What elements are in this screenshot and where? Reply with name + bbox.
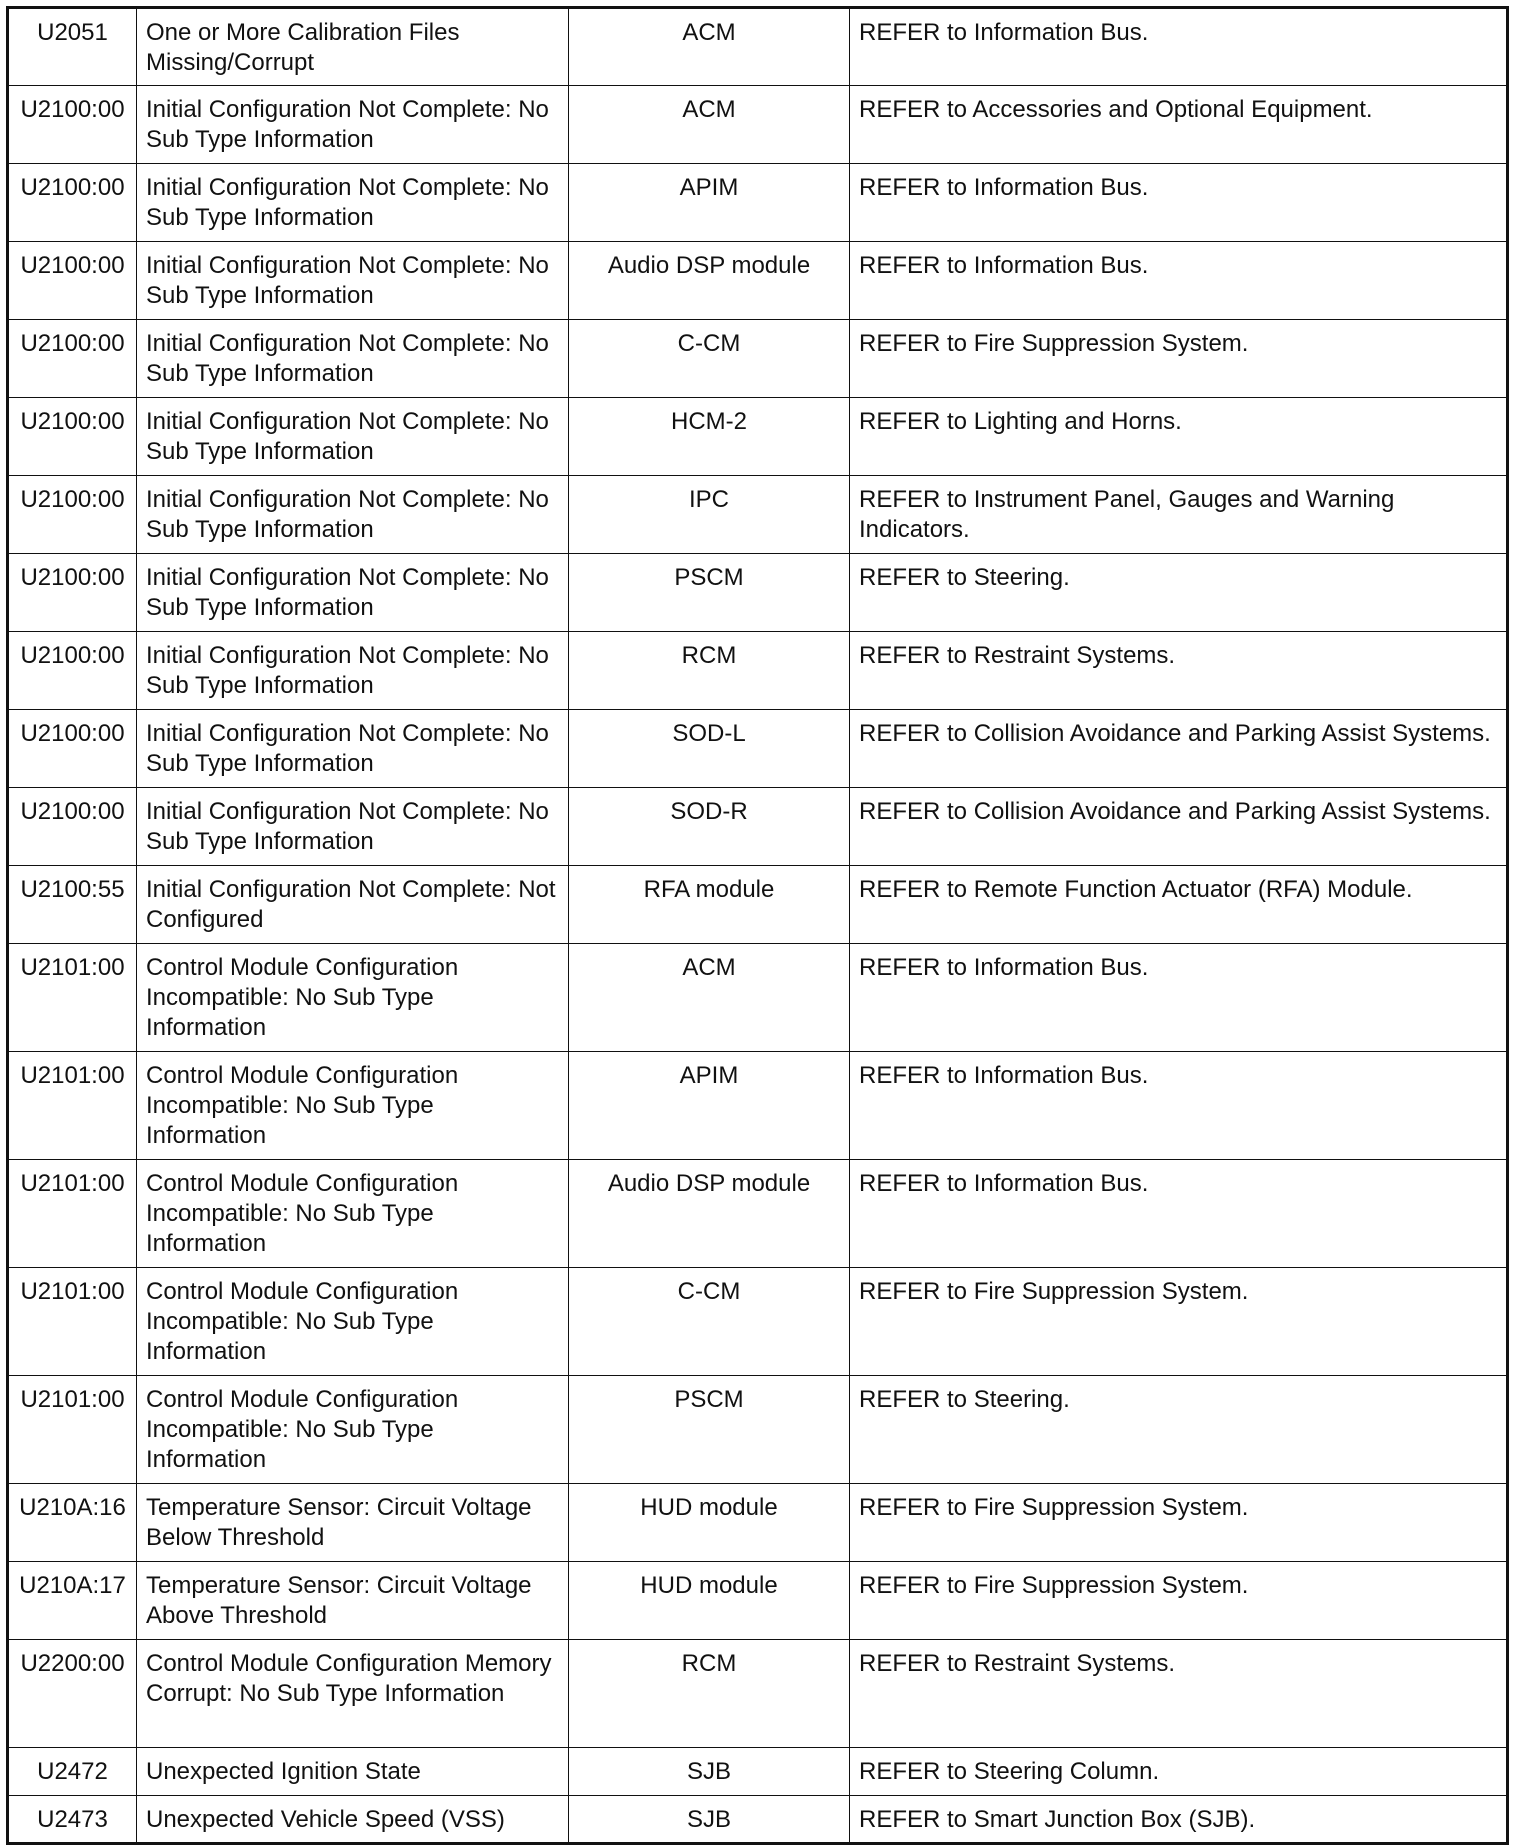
dtc-description-cell: Control Module Configuration Incompatible: No Sub Type Information: [137, 1268, 569, 1376]
dtc-description-cell: Control Module Configuration Incompatible: No Sub Type Information: [137, 1160, 569, 1268]
dtc-code-cell: U2101:00: [8, 1160, 137, 1268]
module-cell: SJB: [569, 1796, 850, 1844]
table-row: [8, 242, 1508, 320]
action-cell: REFER to Restraint Systems.: [850, 632, 1508, 710]
action-cell: REFER to Lighting and Horns.: [850, 398, 1508, 476]
dtc-code-cell: U2101:00: [8, 1376, 137, 1484]
table-row: [8, 1484, 1508, 1562]
module-cell: C-CM: [569, 1268, 850, 1376]
dtc-code-cell: U2100:00: [8, 242, 137, 320]
action-cell: REFER to Steering Column.: [850, 1748, 1508, 1796]
dtc-code-cell: U2051: [8, 8, 137, 86]
dtc-code-cell: U2101:00: [8, 1052, 137, 1160]
table-row: [8, 164, 1508, 242]
dtc-description-cell: Initial Configuration Not Complete: No Sub Type Information: [137, 632, 569, 710]
module-cell: ACM: [569, 8, 850, 86]
action-cell: REFER to Fire Suppression System.: [850, 1484, 1508, 1562]
dtc-code-cell: U2100:55: [8, 866, 137, 944]
module-cell: C-CM: [569, 320, 850, 398]
action-cell: REFER to Collision Avoidance and Parking Assist Systems.: [850, 788, 1508, 866]
dtc-description-cell: Initial Configuration Not Complete: No Sub Type Information: [137, 788, 569, 866]
action-cell: REFER to Fire Suppression System.: [850, 1562, 1508, 1640]
module-cell: APIM: [569, 164, 850, 242]
table-row: [8, 86, 1508, 164]
dtc-description-cell: Control Module Configuration Memory Corrupt: No Sub Type Information: [137, 1640, 569, 1748]
dtc-code-cell: U2200:00: [8, 1640, 137, 1748]
module-cell: SOD-L: [569, 710, 850, 788]
action-cell: REFER to Steering.: [850, 554, 1508, 632]
dtc-description-cell: Initial Configuration Not Complete: No Sub Type Information: [137, 320, 569, 398]
dtc-description-cell: Control Module Configuration Incompatible: No Sub Type Information: [137, 1052, 569, 1160]
dtc-description-cell: Unexpected Vehicle Speed (VSS): [137, 1796, 569, 1844]
dtc-code-cell: U2101:00: [8, 944, 137, 1052]
dtc-code-cell: U2100:00: [8, 554, 137, 632]
action-cell: REFER to Information Bus.: [850, 1052, 1508, 1160]
table-row: [8, 8, 1508, 86]
module-cell: PSCM: [569, 554, 850, 632]
dtc-description-cell: Initial Configuration Not Complete: No Sub Type Information: [137, 398, 569, 476]
dtc-table: [6, 6, 1509, 1845]
module-cell: SOD-R: [569, 788, 850, 866]
module-cell: HCM-2: [569, 398, 850, 476]
dtc-code-cell: U210A:16: [8, 1484, 137, 1562]
table-row: [8, 476, 1508, 554]
dtc-description-cell: Unexpected Ignition State: [137, 1748, 569, 1796]
dtc-code-cell: U2100:00: [8, 476, 137, 554]
action-cell: REFER to Information Bus.: [850, 8, 1508, 86]
table-row: [8, 944, 1508, 1052]
table-row: [8, 1268, 1508, 1376]
dtc-code-cell: U2100:00: [8, 632, 137, 710]
action-cell: REFER to Information Bus.: [850, 164, 1508, 242]
dtc-description-cell: Control Module Configuration Incompatible: No Sub Type Information: [137, 1376, 569, 1484]
dtc-code-cell: U2100:00: [8, 710, 137, 788]
action-cell: REFER to Smart Junction Box (SJB).: [850, 1796, 1508, 1844]
dtc-code-cell: U2100:00: [8, 164, 137, 242]
table-row: [8, 398, 1508, 476]
module-cell: IPC: [569, 476, 850, 554]
table-row: [8, 1052, 1508, 1160]
action-cell: REFER to Accessories and Optional Equipment.: [850, 86, 1508, 164]
table-row: [8, 1748, 1508, 1796]
table-row: [8, 788, 1508, 866]
dtc-table-body: [8, 8, 1508, 1844]
action-cell: REFER to Fire Suppression System.: [850, 320, 1508, 398]
dtc-description-cell: Control Module Configuration Incompatible: No Sub Type Information: [137, 944, 569, 1052]
action-cell: REFER to Remote Function Actuator (RFA) Module.: [850, 866, 1508, 944]
table-row: [8, 320, 1508, 398]
dtc-description-cell: Initial Configuration Not Complete: Not Configured: [137, 866, 569, 944]
table-row: [8, 1562, 1508, 1640]
module-cell: PSCM: [569, 1376, 850, 1484]
dtc-description-cell: Initial Configuration Not Complete: No Sub Type Information: [137, 164, 569, 242]
table-row: [8, 710, 1508, 788]
action-cell: REFER to Collision Avoidance and Parking Assist Systems.: [850, 710, 1508, 788]
table-row: [8, 1796, 1508, 1844]
action-cell: REFER to Restraint Systems.: [850, 1640, 1508, 1748]
module-cell: RFA module: [569, 866, 850, 944]
dtc-description-cell: Temperature Sensor: Circuit Voltage Below Threshold: [137, 1484, 569, 1562]
table-row: [8, 632, 1508, 710]
module-cell: ACM: [569, 944, 850, 1052]
action-cell: REFER to Information Bus.: [850, 944, 1508, 1052]
dtc-description-cell: Initial Configuration Not Complete: No Sub Type Information: [137, 476, 569, 554]
table-row: [8, 554, 1508, 632]
action-cell: REFER to Information Bus.: [850, 242, 1508, 320]
table-row: [8, 1160, 1508, 1268]
dtc-code-cell: U2473: [8, 1796, 137, 1844]
action-cell: REFER to Fire Suppression System.: [850, 1268, 1508, 1376]
dtc-code-cell: U2101:00: [8, 1268, 137, 1376]
dtc-code-cell: U2100:00: [8, 398, 137, 476]
module-cell: Audio DSP module: [569, 1160, 850, 1268]
module-cell: Audio DSP module: [569, 242, 850, 320]
module-cell: APIM: [569, 1052, 850, 1160]
dtc-description-cell: One or More Calibration Files Missing/Corrupt: [137, 8, 569, 86]
table-row: [8, 1640, 1508, 1748]
dtc-code-cell: U2100:00: [8, 86, 137, 164]
dtc-code-cell: U2100:00: [8, 320, 137, 398]
module-cell: ACM: [569, 86, 850, 164]
module-cell: RCM: [569, 632, 850, 710]
dtc-description-cell: Initial Configuration Not Complete: No Sub Type Information: [137, 242, 569, 320]
table-row: [8, 1376, 1508, 1484]
dtc-description-cell: Initial Configuration Not Complete: No Sub Type Information: [137, 86, 569, 164]
dtc-code-cell: U2472: [8, 1748, 137, 1796]
dtc-description-cell: Initial Configuration Not Complete: No Sub Type Information: [137, 710, 569, 788]
table-row: [8, 866, 1508, 944]
module-cell: HUD module: [569, 1562, 850, 1640]
module-cell: HUD module: [569, 1484, 850, 1562]
dtc-description-cell: Temperature Sensor: Circuit Voltage Above Threshold: [137, 1562, 569, 1640]
dtc-description-cell: Initial Configuration Not Complete: No Sub Type Information: [137, 554, 569, 632]
dtc-code-cell: U210A:17: [8, 1562, 137, 1640]
action-cell: REFER to Steering.: [850, 1376, 1508, 1484]
module-cell: SJB: [569, 1748, 850, 1796]
module-cell: RCM: [569, 1640, 850, 1748]
action-cell: REFER to Information Bus.: [850, 1160, 1508, 1268]
dtc-code-cell: U2100:00: [8, 788, 137, 866]
action-cell: REFER to Instrument Panel, Gauges and Warning Indicators.: [850, 476, 1508, 554]
